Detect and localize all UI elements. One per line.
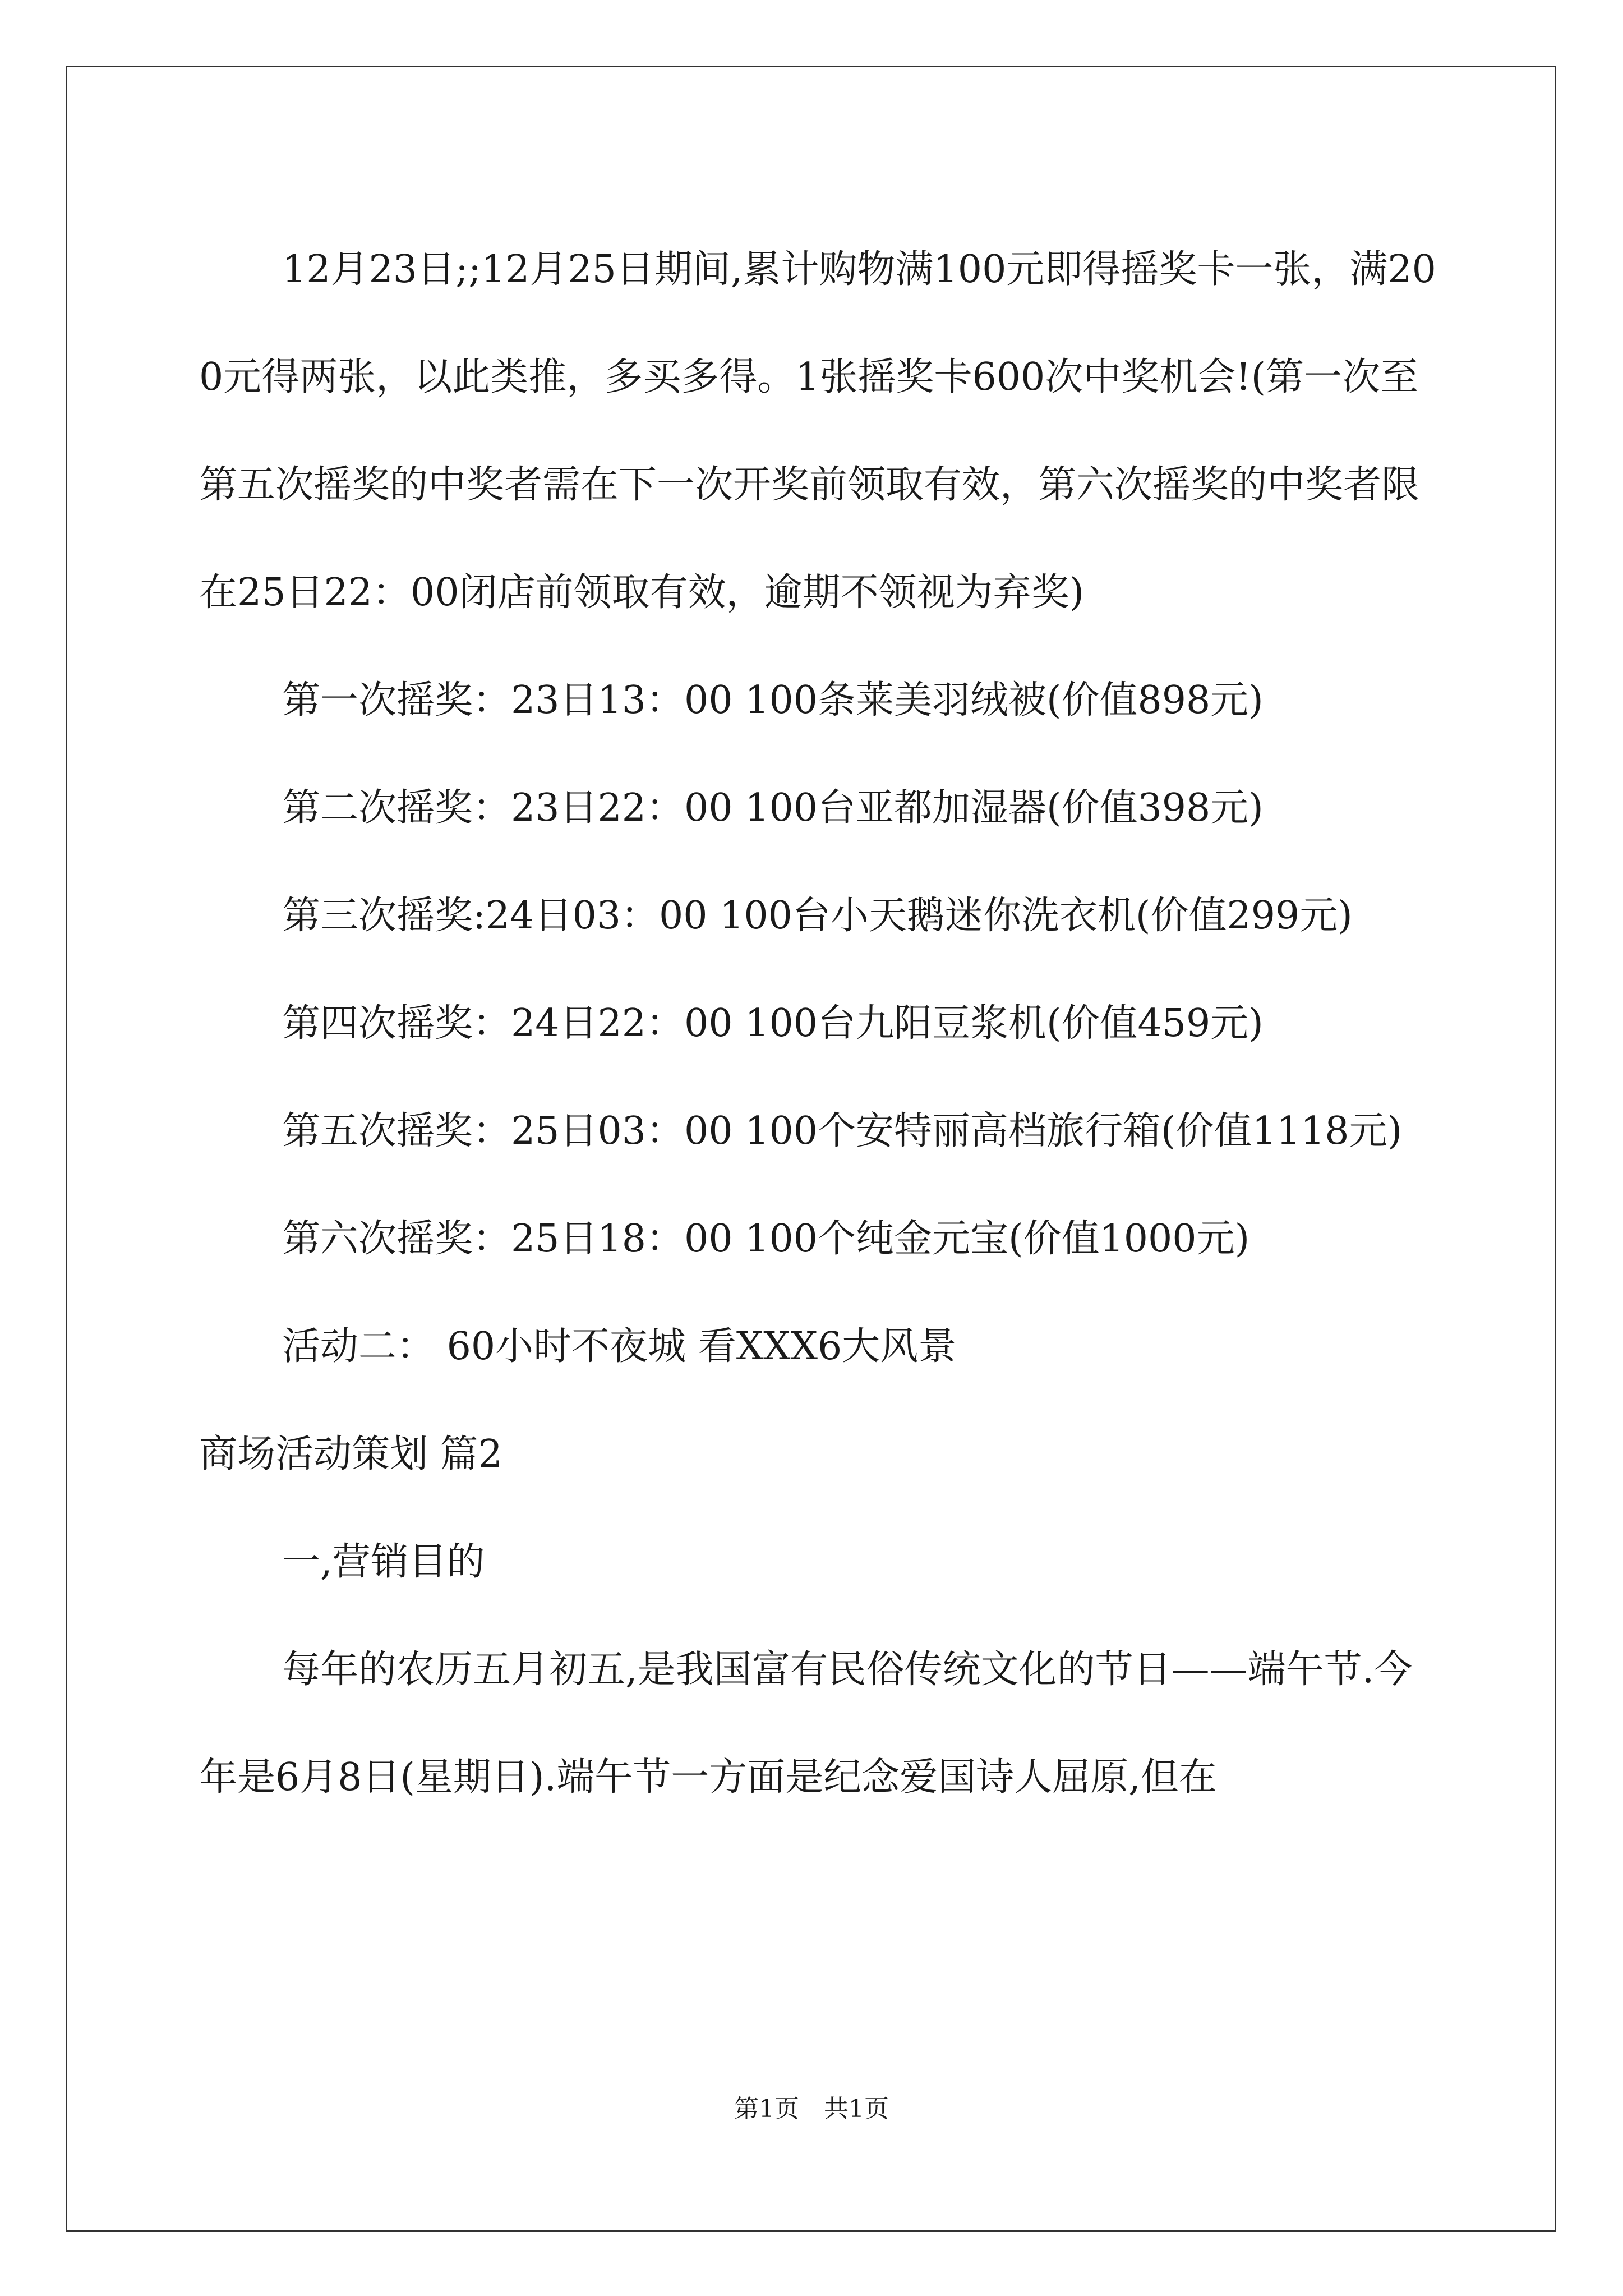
paragraph-draw-6: 第六次摇奖：25日18：00 100个纯金元宝(价值1000元) bbox=[282, 1217, 1250, 1261]
page-footer: 第1页 共1页 bbox=[734, 2095, 889, 2123]
paragraph-draw-2: 第二次摇奖：23日22：00 100台亚都加湿器(价值398元) bbox=[282, 786, 1264, 830]
paragraph-dragon-boat: 每年的农历五月初五,是我国富有民俗传统文化的节日——端午节.今年是6月8日(星期日).端午节一方面是纪念爱国诗人屈原,但在 bbox=[199, 1648, 1413, 1800]
paragraph-draw-3: 第三次摇奖:24日03：00 100台小天鹅迷你洗衣机(价值299元) bbox=[282, 894, 1353, 938]
paragraph-draw-4: 第四次摇奖：24日22：00 100台九阳豆浆机(价值459元) bbox=[282, 1001, 1264, 1046]
paragraph-draw-1: 第一次摇奖：23日13：00 100条莱美羽绒被(价值898元) bbox=[282, 678, 1264, 723]
paragraph-lottery-rules: 12月23日;;12月25日期间,累计购物满100元即得摇奖卡一张，满200元得两张，以此类推，多买多得。1张摇奖卡600次中奖机会!(第一次至第五次摇奖的中奖者需在下一次开奖前领取有效，第六次摇奖的中奖者限在25日22：00闭店前领取有效，逾期不领视为弃奖) bbox=[199, 247, 1436, 615]
section-heading-plan-2: 商场活动策划 篇2 bbox=[199, 1432, 502, 1476]
paragraph-draw-5: 第五次摇奖：25日03：00 100个安特丽高档旅行箱(价值1118元) bbox=[282, 1109, 1403, 1153]
subheading-marketing-purpose: 一,营销目的 bbox=[282, 1540, 485, 1584]
paragraph-activity-2: 活动二： 60小时不夜城 看XXX6大风景 bbox=[282, 1324, 957, 1369]
document-body bbox=[199, 216, 1450, 1832]
